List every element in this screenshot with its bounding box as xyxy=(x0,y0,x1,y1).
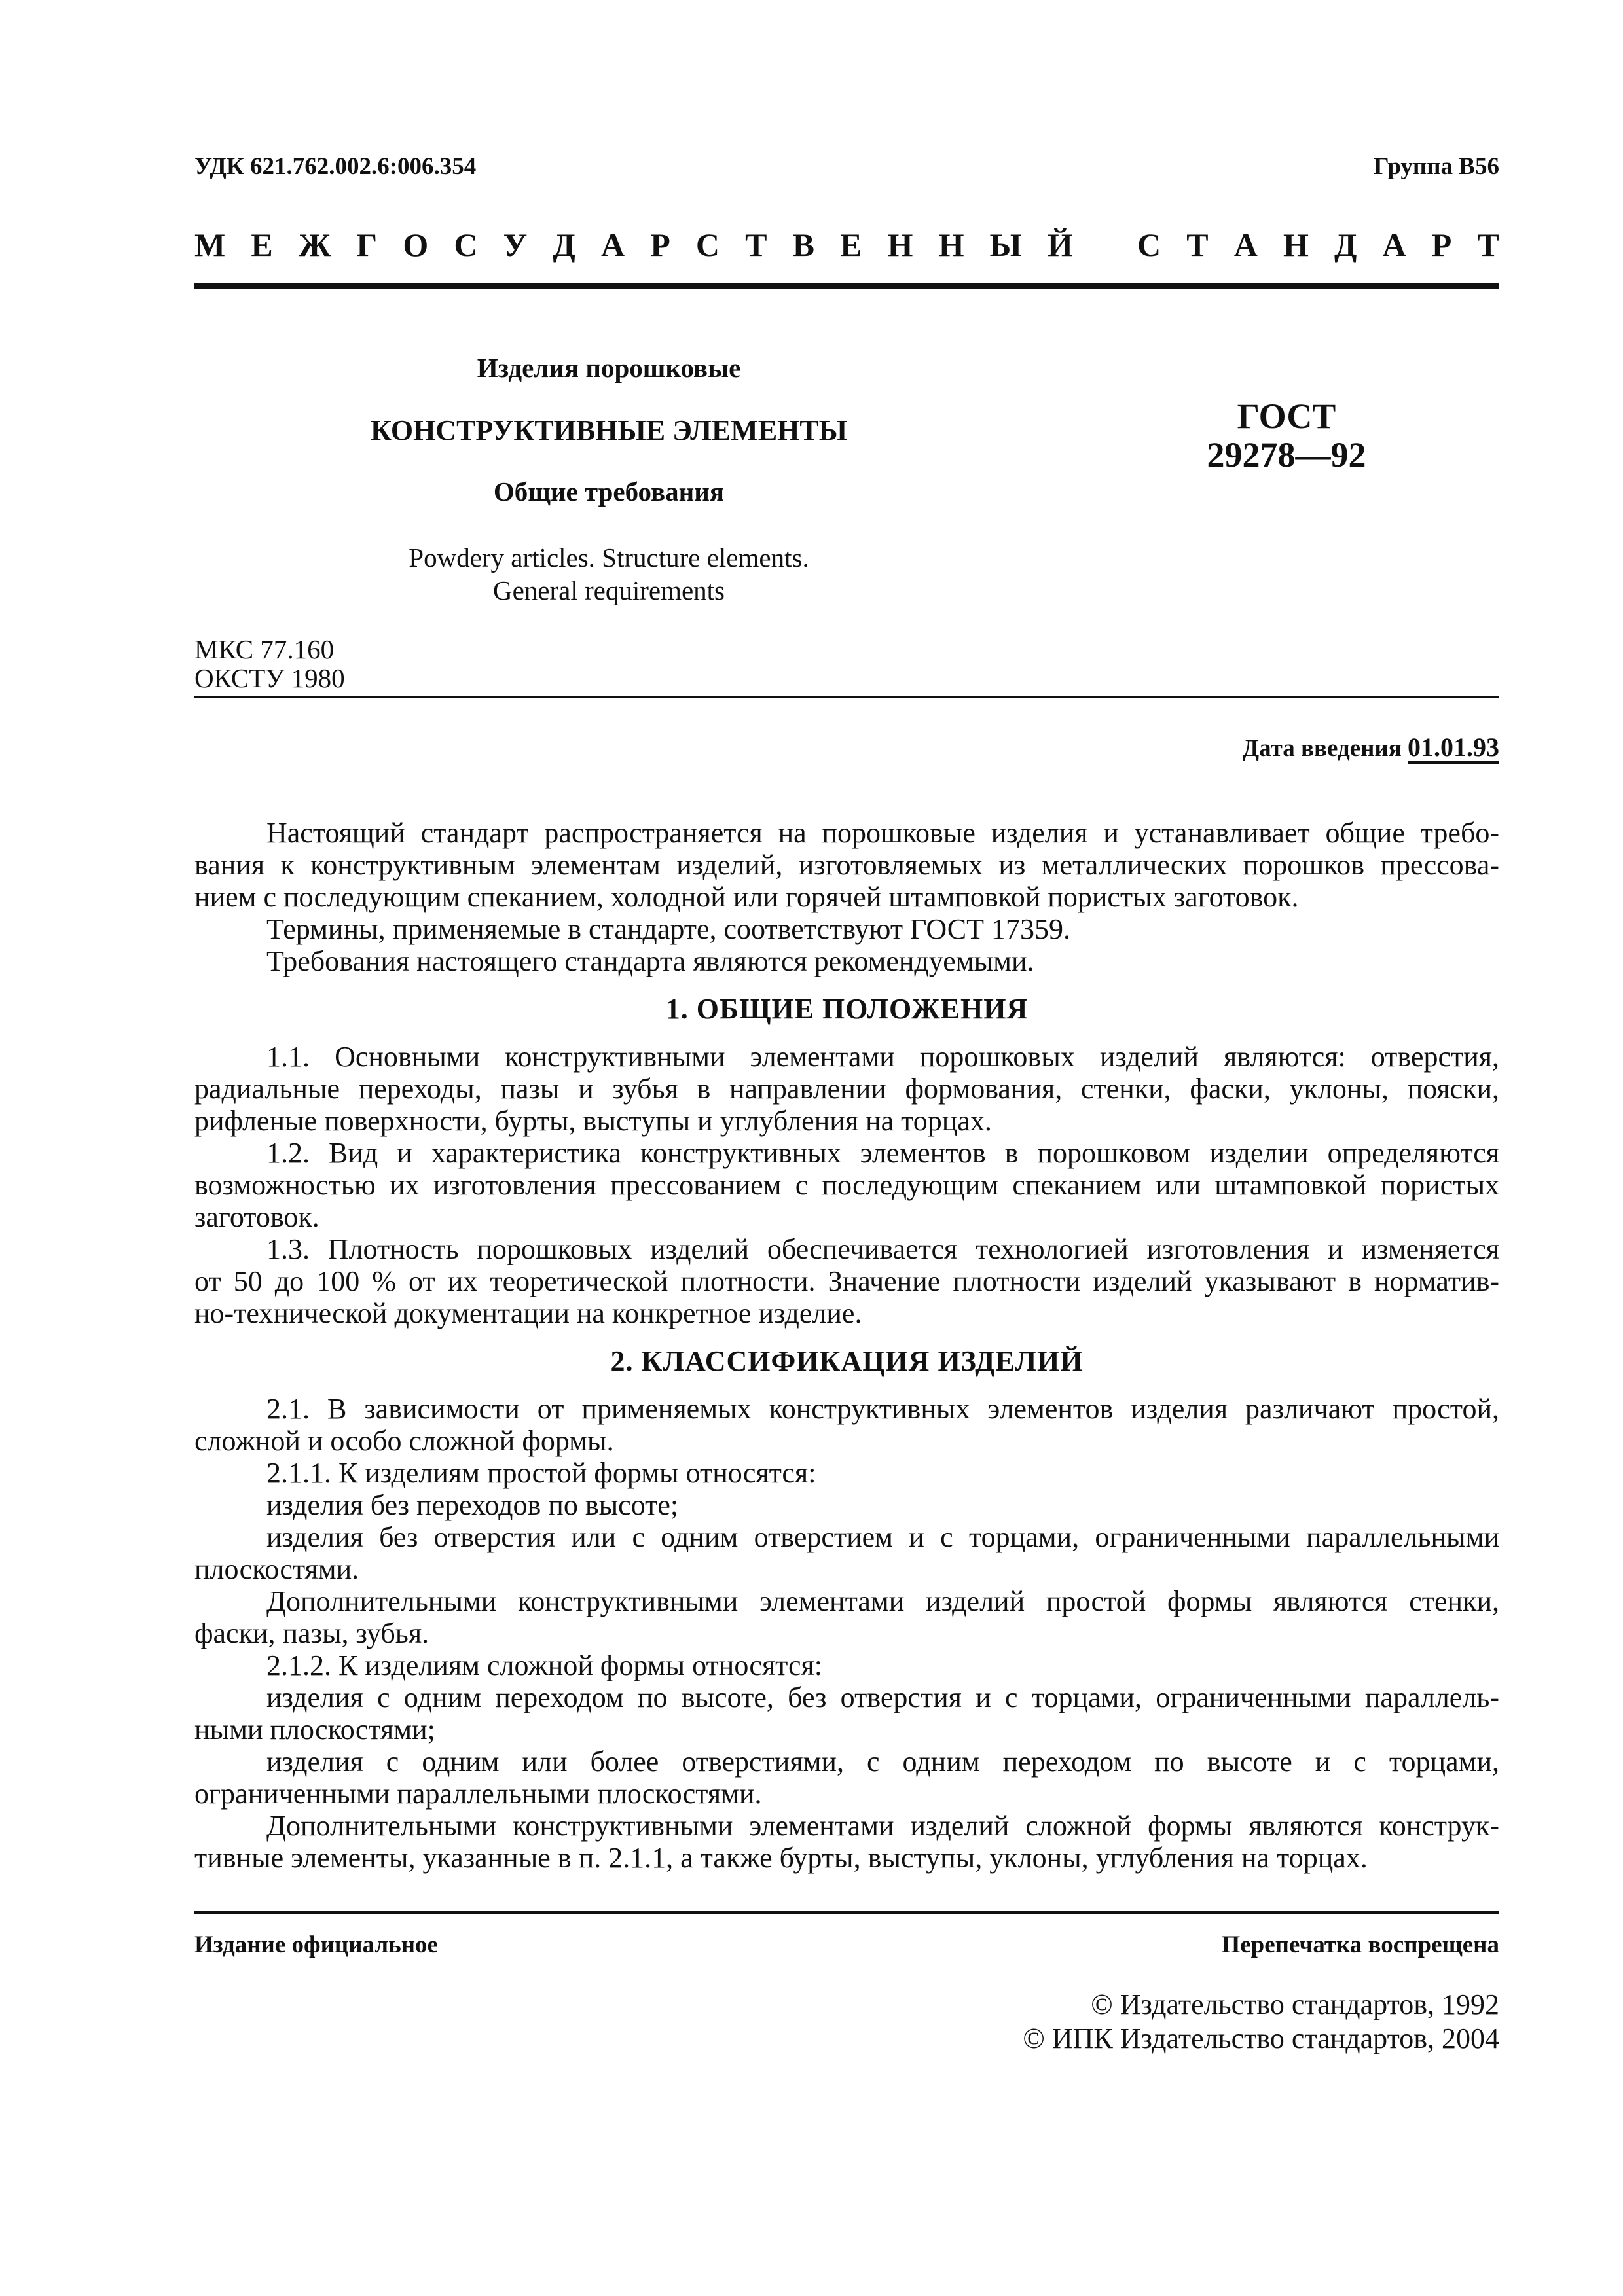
introduction-date-label: Дата введения xyxy=(1242,735,1402,762)
group-code: Группа В56 xyxy=(1374,153,1499,180)
banner-letter: А xyxy=(1382,226,1406,263)
banner-letter: А xyxy=(1233,226,1258,263)
banner-letter: Т xyxy=(1186,226,1209,263)
list-item: изделия с одним или более отверстиями, с одним переходом по высоте и с торцами, xyxy=(266,1746,1499,1778)
list-item: изделия с одним переходом по высоте, без отверстия и с торцами, ограниченными параллель- xyxy=(266,1681,1499,1713)
banner-letter: У xyxy=(503,226,528,263)
banner-letter: Д xyxy=(1334,226,1357,263)
list-item: ограниченными параллельными плоскостями. xyxy=(194,1778,762,1810)
paragraph-line: сложной и особо сложной формы. xyxy=(194,1425,614,1457)
paragraph-line: Дополнительными конструктивными элементами изделий сложной формы являются конструк- xyxy=(266,1810,1499,1842)
paragraph-line: 2.1.1. К изделиям простой формы относятся: xyxy=(266,1457,816,1489)
list-item: плоскостями. xyxy=(194,1553,359,1585)
paragraph-line: заготовок. xyxy=(194,1201,319,1233)
paragraph-line: тивные элементы, указанные в п. 2.1.1, а также бурты, выступы, уклоны, углубления на торцах. xyxy=(194,1842,1368,1874)
banner-letter: Й xyxy=(1047,226,1073,263)
paragraph-line: радиальные переходы, пазы и зубья в направлении формования, стенки, фаски, уклоны, пояски, xyxy=(194,1073,1499,1105)
mks-code: МКС 77.160 xyxy=(194,634,335,664)
banner-letter: О xyxy=(403,226,429,263)
document-subtitle: Общие требования xyxy=(493,476,725,507)
paragraph-line: возможностью их изготовления прессованием с последующим спеканием или штамповкой пористых xyxy=(194,1169,1499,1201)
banner-letter: С xyxy=(695,226,720,263)
banner-letter: А xyxy=(600,226,625,263)
banner-letter: Е xyxy=(840,226,862,263)
banner-letter: В xyxy=(792,226,814,263)
copyright-line: © ИПК Издательство стандартов, 2004 xyxy=(1023,2022,1499,2054)
paragraph-line: 1.1. Основными конструктивными элементами порошковых изделий являются: отверстия, xyxy=(266,1041,1499,1073)
banner-gap xyxy=(1099,226,1112,264)
gost-number: 29278—92 xyxy=(1207,435,1366,475)
intro-line: вания к конструктивным элементам изделий, изготовляемых из металлических порошков прессова- xyxy=(194,849,1499,881)
document-title: КОНСТРУКТИВНЫЕ ЭЛЕМЕНТЫ xyxy=(371,414,847,446)
banner-letter: Ы xyxy=(989,226,1022,263)
okstu-code: ОКСТУ 1980 xyxy=(194,663,345,693)
banner-letter: Р xyxy=(650,226,670,263)
intro-terms: Термины, применяемые в стандарте, соответствуют ГОСТ 17359. xyxy=(266,913,1070,945)
list-item: изделия без отверстия или с одним отверстием и с торцами, ограниченными параллельными xyxy=(266,1521,1499,1553)
banner-letter: Д xyxy=(553,226,575,263)
list-item: ными плоскостями; xyxy=(194,1713,435,1746)
banner-rule xyxy=(194,283,1499,289)
banner-letter: М xyxy=(194,226,226,263)
banner-letter: Н xyxy=(887,226,913,263)
paragraph-line: 2.1.2. К изделиям сложной формы относятся: xyxy=(266,1649,822,1681)
paragraph-line: 1.3. Плотность порошковых изделий обеспечивается технологией изготовления и изменяется xyxy=(266,1233,1499,1265)
introduction-date xyxy=(1243,732,1499,762)
paragraph-line: фаски, пазы, зубья. xyxy=(194,1617,429,1649)
paragraph-line: 2.1. В зависимости от применяемых конструктивных элементов изделия различают простой, xyxy=(266,1393,1499,1425)
official-edition: Издание официальное xyxy=(194,1931,438,1958)
banner-letter: Е xyxy=(251,226,273,263)
banner-letter: Р xyxy=(1431,226,1452,263)
intro-line: Настоящий стандарт распространяется на порошковые изделия и устанавливает общие требо- xyxy=(266,817,1499,849)
udk-code: УДК 621.762.002.6:006.354 xyxy=(194,153,477,180)
codes-rule xyxy=(194,696,1499,698)
interstate-standard-banner xyxy=(194,226,1499,264)
paragraph-line: но-технической документации на конкретное изделие. xyxy=(194,1297,862,1329)
english-title-line2: General requirements xyxy=(492,575,725,605)
copyright-line: © Издательство стандартов, 1992 xyxy=(1091,1988,1499,2020)
intro-line: нием с последующим спеканием, холодной или горячей штамповкой пористых заготовок. xyxy=(194,881,1299,913)
banner-letter: Ж xyxy=(298,226,331,263)
introduction-date-value: 01.01.93 xyxy=(1408,732,1499,762)
paragraph-line: рифленые поверхности, бурты, выступы и углубления на торцах. xyxy=(194,1105,992,1137)
banner-letter: Н xyxy=(938,226,964,263)
banner-letter: Т xyxy=(1477,226,1499,263)
product-name: Изделия порошковые xyxy=(477,353,741,383)
list-item: изделия без переходов по высоте; xyxy=(266,1489,679,1521)
gost-label: ГОСТ xyxy=(1237,397,1336,436)
english-title-line1: Powdery articles. Structure elements. xyxy=(409,543,809,573)
paragraph-line: 1.2. Вид и характеристика конструктивных элементов в порошковом изделии определяются xyxy=(266,1137,1499,1169)
paragraph-line: от 50 до 100 % от их теоретической плотности. Значение плотности изделий указывают в норматив- xyxy=(194,1265,1499,1297)
banner-letter: Г xyxy=(356,226,378,263)
intro-recommendation: Требования настоящего стандарта являются рекомендуемыми. xyxy=(266,945,1034,977)
document-body xyxy=(194,817,1499,1874)
section-heading: 2. КЛАССИФИКАЦИЯ ИЗДЕЛИЙ xyxy=(610,1345,1084,1377)
banner-letter: С xyxy=(1137,226,1161,263)
footer-rule xyxy=(194,1911,1499,1914)
reprint-notice: Перепечатка воспрещена xyxy=(1221,1931,1499,1958)
banner-letter: С xyxy=(454,226,478,263)
banner-letter: Т xyxy=(745,226,767,263)
section-heading: 1. ОБЩИЕ ПОЛОЖЕНИЯ xyxy=(665,993,1029,1025)
paragraph-line: Дополнительными конструктивными элементами изделий простой формы являются стенки, xyxy=(266,1585,1499,1617)
banner-letter: Н xyxy=(1283,226,1309,263)
